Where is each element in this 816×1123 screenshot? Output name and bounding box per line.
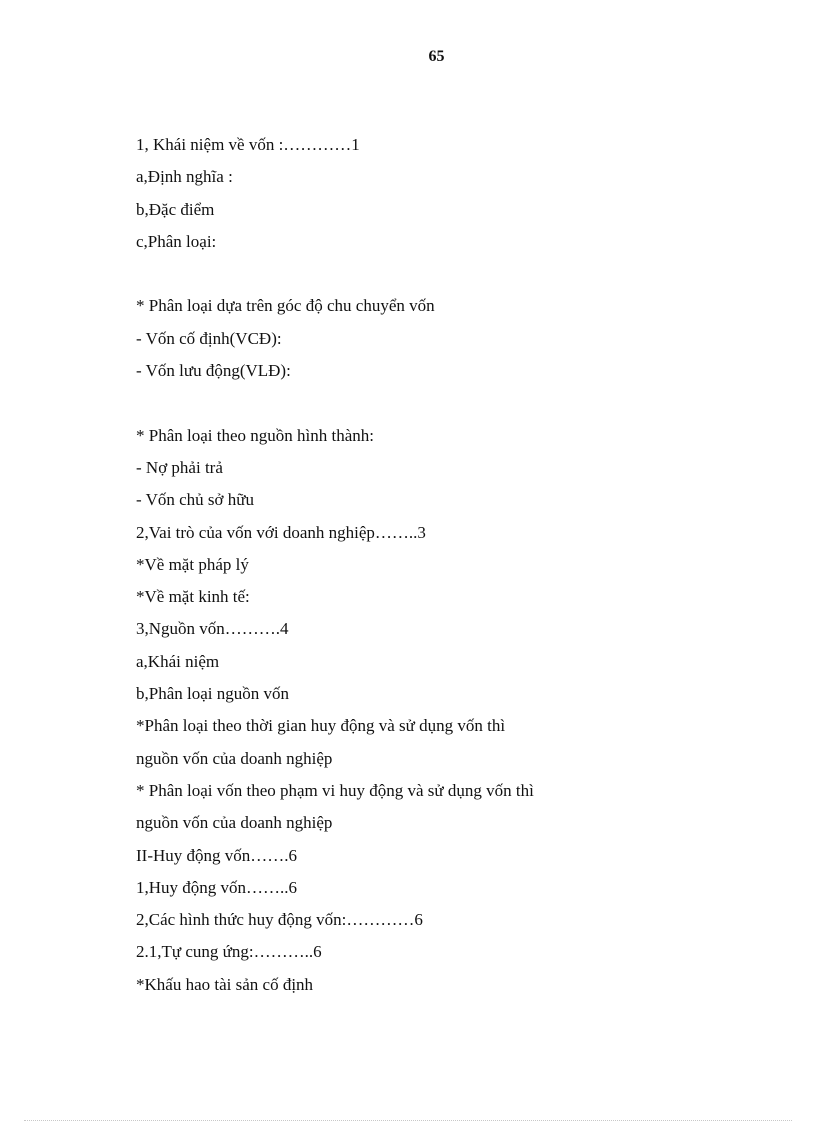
toc-line: *Về mặt pháp lý: [136, 554, 249, 574]
toc-line: c,Phân loại:: [136, 231, 217, 251]
toc-line: *Phân loại theo thời gian huy động và sử dụng vốn thì: [136, 716, 506, 736]
toc-line: * Phân loại theo nguồn hình thành:: [136, 425, 374, 445]
toc-line: a,Khái niệm: [136, 651, 220, 671]
toc-line: 3,Nguồn vốn……….4: [136, 619, 289, 639]
toc-line: - Vốn cố định(VCĐ):: [136, 328, 282, 348]
page-bottom-divider: [24, 1120, 792, 1121]
toc-line: * Phân loại vốn theo phạm vi huy động và sử dụng vốn thì: [136, 780, 534, 800]
toc-line: *Khấu hao tài sản cố định: [136, 974, 314, 994]
toc-line: nguồn vốn của doanh nghiệp: [136, 813, 333, 833]
toc-line: a,Định nghĩa :: [136, 167, 233, 187]
toc-line: *Về mặt kinh tế:: [136, 587, 250, 607]
toc-line: 1,Huy động vốn……..6: [136, 877, 298, 897]
toc-line: nguồn vốn của doanh nghiệp: [136, 748, 333, 768]
toc-blank-line: [136, 387, 756, 419]
table-of-contents: [136, 129, 756, 1001]
toc-blank-line: [136, 258, 756, 290]
toc-line: b,Phân loại nguồn vốn: [136, 684, 289, 704]
page-number: 65: [428, 48, 445, 65]
toc-line: 2,Các hình thức huy động vốn:…………6: [136, 910, 423, 930]
toc-line: II-Huy động vốn…….6: [136, 845, 298, 865]
toc-line: b,Đặc điểm: [136, 199, 215, 219]
toc-line: - Nợ phải trả: [136, 457, 223, 477]
toc-line: 2.1,Tự cung ứng:………..6: [136, 942, 322, 962]
toc-line: 1, Khái niệm về vốn :…………1: [136, 135, 360, 154]
toc-line: * Phân loại dựa trên góc độ chu chuyển vốn: [136, 296, 435, 316]
toc-line: - Vốn chủ sở hữu: [136, 490, 254, 510]
toc-line: 2,Vai trò của vốn với doanh nghiệp……..3: [136, 522, 426, 542]
toc-line: - Vốn lưu động(VLĐ):: [136, 361, 291, 381]
